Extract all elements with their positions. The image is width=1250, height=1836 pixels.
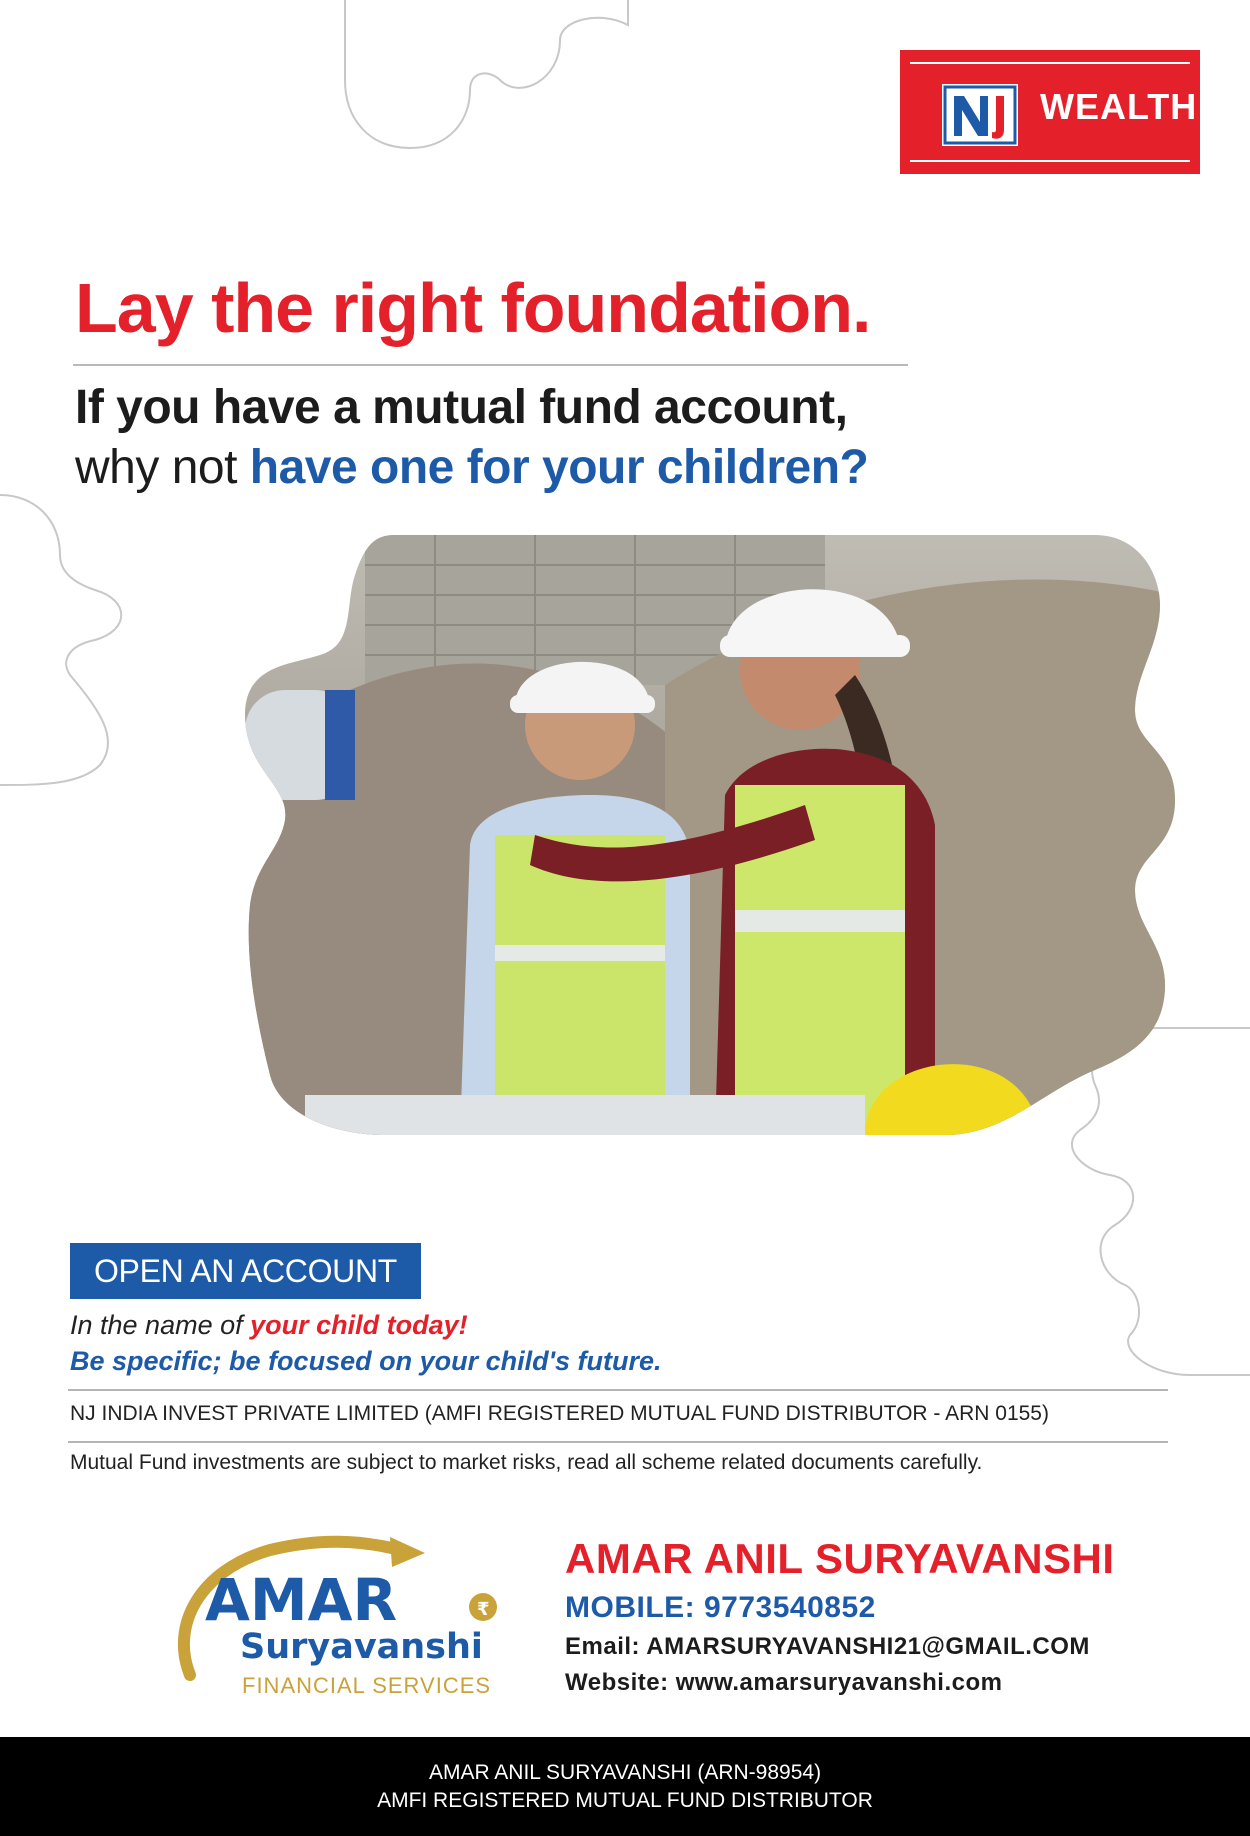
nj-monogram-icon [942,84,1018,146]
logo-line3: FINANCIAL SERVICES [242,1673,492,1698]
headline-divider [73,364,908,366]
contact-name: AMAR ANIL SURYAVANSHI [565,1535,1115,1582]
subheadline-line2 [75,440,868,495]
subheadline-highlight: have one for your children? [249,441,869,494]
logo-frame [910,62,1198,162]
contact-email[interactable]: Email: AMARSURYAVANSHI21@GMAIL.COM [565,1633,1090,1660]
logo-line1: AMAR [205,1566,398,1634]
disclaimer-divider-bottom [68,1441,1168,1443]
page-title: Lay the right foundation. [75,269,871,347]
contact-website[interactable]: Website: www.amarsuryavanshi.com [565,1669,1003,1696]
amar-suryavanshi-logo [160,1535,520,1710]
contact-mobile[interactable]: MOBILE: 9773540852 [565,1591,876,1624]
contact-block [565,1535,1115,1697]
open-account-button[interactable]: OPEN AN ACCOUNT [70,1243,421,1299]
cta-tagline-highlight: your child today! [250,1310,468,1340]
wealth-wordmark: WEALTH [1040,86,1198,127]
company-disclaimer: NJ INDIA INVEST PRIVATE LIMITED (AMFI REGISTERED MUTUAL FUND DISTRIBUTOR - ARN 0155) [70,1402,1049,1425]
risk-disclaimer: Mutual Fund investments are subject to market risks, read all scheme related documents carefully. [70,1451,983,1474]
subheadline-prefix: why not [75,441,250,494]
footer-line2: AMFI REGISTERED MUTUAL FUND DISTRIBUTOR [377,1789,873,1812]
cta-tagline-secondary: Be specific; be focused on your child's future. [70,1346,662,1376]
subheadline-line1: If you have a mutual fund account, [75,381,848,434]
cta-tagline-prefix: In the name of [70,1310,251,1340]
footer-line1: AMAR ANIL SURYAVANSHI (ARN-98954) [428,1761,822,1784]
logo-line2: Suryavanshi [240,1627,483,1667]
children-hero-image [245,535,1175,1135]
cta-tagline [70,1310,468,1341]
footer-bar [0,1737,1250,1836]
nj-wealth-logo [900,50,1200,174]
disclaimer-divider-top [68,1389,1168,1391]
svg-text:₹: ₹ [477,1599,490,1620]
